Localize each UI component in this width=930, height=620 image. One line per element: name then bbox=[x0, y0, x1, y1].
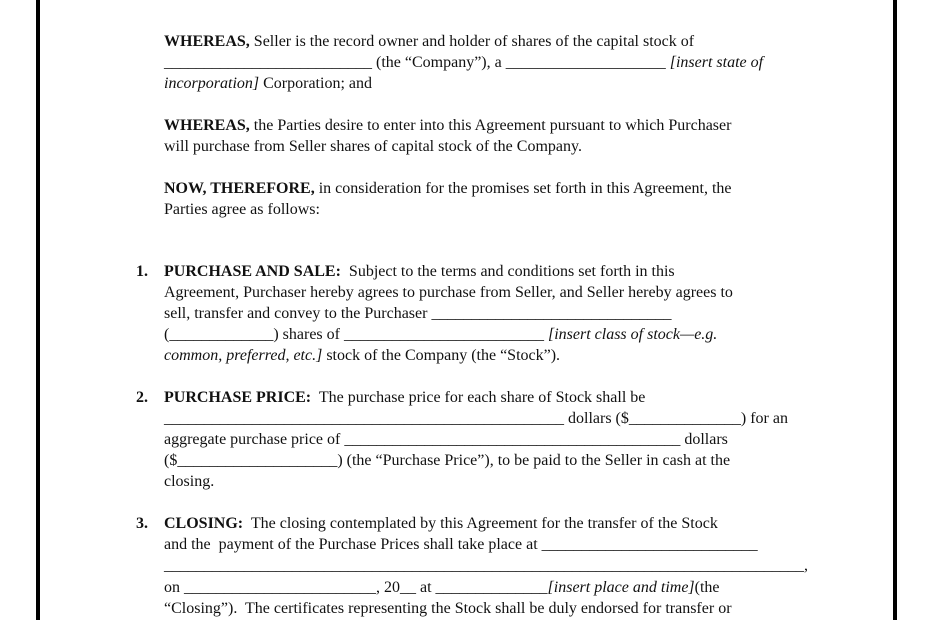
document-line bbox=[164, 200, 320, 220]
section-number: 3. bbox=[136, 515, 148, 532]
text-segment: will purchase from Seller shares of capital stock of the Company. bbox=[164, 138, 582, 155]
bold-heading: NOW, THEREFORE, bbox=[164, 180, 315, 197]
text-segment: (the bbox=[694, 579, 720, 596]
bold-heading: PURCHASE PRICE: bbox=[164, 389, 312, 406]
document-line bbox=[164, 472, 214, 492]
bold-heading: WHEREAS, bbox=[164, 117, 250, 134]
text-segment: ($____________________) (the “Purchase Price”), to be paid to the Seller in cash at the bbox=[164, 452, 731, 469]
page-border-left bbox=[36, 0, 40, 620]
document-line bbox=[164, 388, 645, 408]
document-line bbox=[164, 556, 808, 576]
text-segment: The purchase price for each share of Stock shall be bbox=[311, 389, 646, 406]
document-line bbox=[164, 137, 582, 157]
text-segment: in consideration for the promises set forth in this Agreement, the bbox=[314, 180, 732, 197]
document-line bbox=[164, 53, 763, 73]
text-segment: Agreement, Purchaser hereby agrees to purchase from Seller, and Seller hereby agrees to bbox=[164, 284, 733, 301]
text-segment: “Closing”). The certificates representing the Stock shall be duly endorsed for transfer or bbox=[164, 600, 732, 617]
text-segment: ________________________________________________________________________________, bbox=[164, 557, 808, 574]
document-line bbox=[164, 514, 718, 534]
document-line bbox=[164, 32, 694, 52]
text-segment: __________________________________________________ dollars ($______________) for an bbox=[164, 410, 788, 427]
document-line bbox=[164, 283, 733, 303]
document-line bbox=[164, 179, 732, 199]
italic-instruction: [insert place and time] bbox=[547, 579, 695, 596]
section-number: 2. bbox=[136, 389, 148, 406]
text-segment: Parties agree as follows: bbox=[164, 201, 320, 218]
document-line bbox=[164, 409, 788, 429]
document-line bbox=[164, 74, 372, 94]
text-segment: Seller is the record owner and holder of shares of the capital stock of bbox=[249, 33, 695, 50]
text-segment: on ________________________, 20__ at ______________ bbox=[164, 579, 548, 596]
page-border-right bbox=[893, 0, 897, 620]
text-segment: __________________________ (the “Company”), a ____________________ bbox=[164, 54, 670, 71]
bold-heading: CLOSING: bbox=[164, 515, 244, 532]
document-line bbox=[164, 578, 720, 598]
document-line bbox=[164, 304, 671, 324]
document-line bbox=[164, 535, 758, 555]
document-line bbox=[164, 430, 728, 450]
text-segment: and the payment of the Purchase Prices shall take place at ___________________________ bbox=[164, 536, 758, 553]
document-line bbox=[164, 599, 732, 619]
italic-instruction: common, preferred, etc.] bbox=[164, 347, 323, 364]
document-line bbox=[164, 325, 717, 345]
document-line bbox=[164, 451, 730, 471]
text-segment: sell, transfer and convey to the Purchaser ______________________________ bbox=[164, 305, 672, 322]
text-segment: stock of the Company (the “Stock”). bbox=[322, 347, 561, 364]
italic-instruction: [insert state of bbox=[669, 54, 764, 71]
document-line bbox=[164, 116, 731, 136]
italic-instruction: [insert class of stock—e.g. bbox=[547, 326, 718, 343]
document-line bbox=[164, 346, 560, 366]
text-segment: closing. bbox=[164, 473, 215, 490]
text-segment: the Parties desire to enter into this Agreement pursuant to which Purchaser bbox=[249, 117, 732, 134]
bold-heading: PURCHASE AND SALE: bbox=[164, 263, 341, 280]
italic-instruction: incorporation] bbox=[164, 75, 260, 92]
bold-heading: WHEREAS, bbox=[164, 33, 250, 50]
document-line bbox=[164, 262, 675, 282]
text-segment: Subject to the terms and conditions set forth in this bbox=[340, 263, 675, 280]
text-segment: (_____________) shares of _________________________ bbox=[164, 326, 548, 343]
text-segment: The closing contemplated by this Agreement for the transfer of the Stock bbox=[243, 515, 718, 532]
text-segment: Corporation; and bbox=[259, 75, 372, 92]
section-number: 1. bbox=[136, 263, 148, 280]
text-segment: aggregate purchase price of __________________________________________ dollars bbox=[164, 431, 728, 448]
